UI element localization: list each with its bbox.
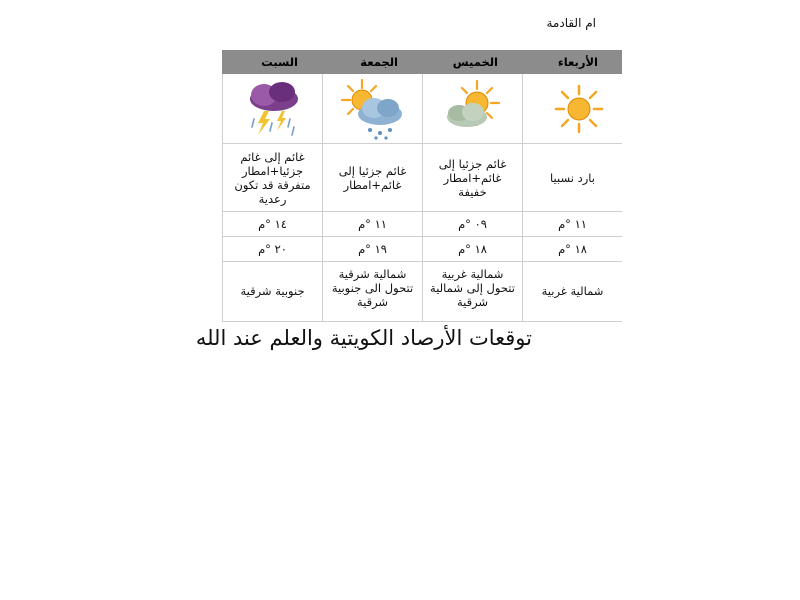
max-temp: ١٨ °م	[422, 237, 522, 262]
forecast-caption: توقعات الأرصاد الكويتية والعلم عند الله	[195, 326, 532, 350]
wind-direction: شمالية شرقية تتحول الى جنوبية شرقية	[322, 262, 422, 322]
max-temp: ١٨ °م	[522, 237, 622, 262]
day-header: الأربعاء	[522, 50, 622, 74]
partly-cloudy-icon	[441, 79, 505, 139]
wind-direction: شمالية غربية تتحول إلى شمالية شرقية	[422, 262, 522, 322]
wind-direction: شمالية غربية	[522, 262, 622, 322]
day-header: الخميس	[422, 50, 522, 74]
min-temp: ٠٩ °م	[422, 212, 522, 237]
max-temp-row	[222, 237, 622, 262]
wind-row	[222, 262, 622, 322]
header-row	[222, 50, 622, 74]
wind-direction: جنوبية شرقية	[222, 262, 322, 322]
icons-row	[222, 74, 622, 144]
weather-description: بارد نسبيا	[522, 144, 622, 212]
weather-description: غائم جزئيا إلى غائم+امطار	[322, 144, 422, 212]
thunderstorm-icon	[244, 79, 302, 139]
max-temp: ٢٠ °م	[222, 237, 322, 262]
day-header: السبت	[222, 50, 322, 74]
forecast-table-strip	[222, 50, 622, 322]
min-temp: ١١ °م	[322, 212, 422, 237]
forecast-heading: ام القادمة	[546, 16, 596, 30]
min-temp: ١٤ °م	[222, 212, 322, 237]
max-temp: ١٩ °م	[322, 237, 422, 262]
weather-description: غائم جزئيا إلى غائم+امطار خفيفة	[422, 144, 522, 212]
min-temp: ١١ °م	[522, 212, 622, 237]
day-header: الجمعة	[322, 50, 422, 74]
sun-cloud-rain-icon	[340, 78, 406, 140]
min-temp-row	[222, 212, 622, 237]
forecast-table	[222, 50, 604, 309]
sunny-icon	[554, 84, 604, 134]
weather-description: غائم إلى غائم جزئيا+امطار متفرقة قد تكون رعدية	[222, 144, 322, 212]
description-row	[222, 144, 622, 212]
